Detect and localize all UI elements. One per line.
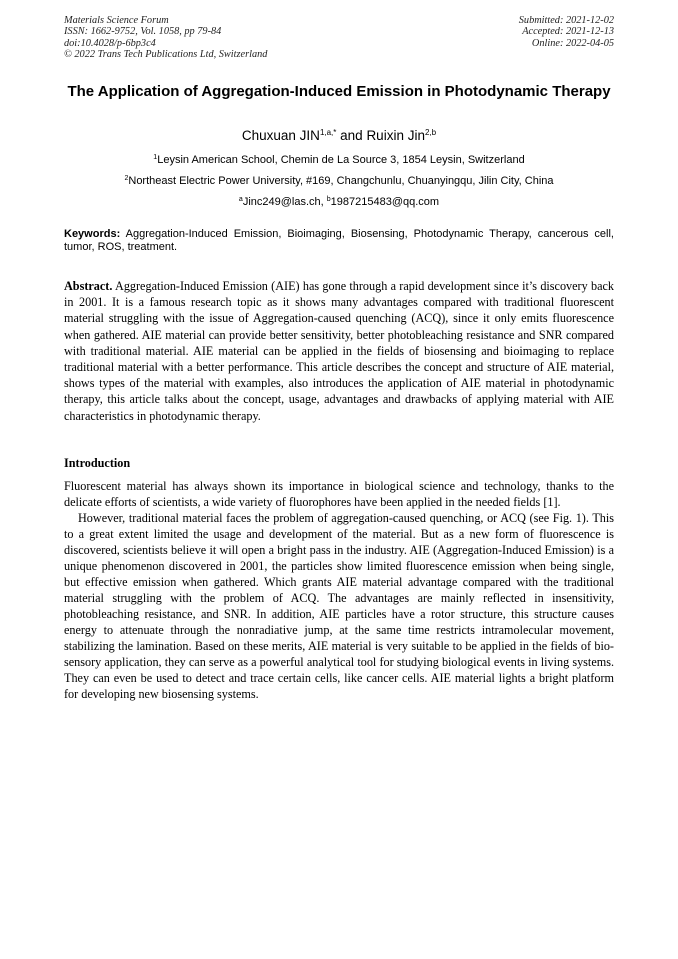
introduction-body [64,478,614,702]
paper-title: The Application of Aggregation-Induced Emission in Photodynamic Therapy [67,83,611,100]
author-1-name: Chuxuan JIN [241,128,320,143]
intro-paragraph-1: Fluorescent material has always shown its importance in biological science and technology, thanks to the delicate efforts of scientists, a wide variety of fluorophores have been applied in the needed fields [1]. [64,479,614,509]
email-b[interactable]: 1987215483@qq.com [330,196,440,208]
intro-paragraph-2: However, traditional material faces the problem of aggregation-caused quenching, or ACQ (see Fig. 1). This to a great extent limited the usage and development of the material. But as a new form of fluorescence is discovered, scientists believe it will open a bright pass in the industry. AIE (Aggregation-Induced Emission) is a unique phenomenon discovered in 2001, the particles show limited fluorescence emission when being single, but effective emission when gathered. Which grants AIE material advantage compared with the traditional material struggling with the problem of ACQ. The advantages are mainly reflected in insensitivity, photobleaching resistance, and SNR. In addition, AIE particles have a rotor structure, this structure causes energy to attenuate through the nonradiative jump, at the same time restricts intramolecular movement, stabilizing the lamination. Based on these merits, AIE material is very suitable to be applied in the fields of bio-sensory application, they can serve as a powerful analytical tool for studying biological events in living systems. They can even be used to detect and trace certain cells, like cancer cells. AIE material lights a bright platform for developing new biosensing systems. [64,511,614,701]
submitted-date: Submitted: 2021-12-02 [518,15,614,26]
email-a-mark: a [238,196,243,203]
copyright: © 2022 Trans Tech Publications Ltd, Switzerland [64,48,268,60]
online-date: Online: 2022-04-05 [531,37,614,49]
introduction-heading: Introduction [64,456,131,470]
affiliation-2-mark: 2 [124,175,129,182]
doi[interactable]: doi:10.4028/p-6bp3c4 [64,37,156,49]
author-2-marks: 2,b [424,128,437,137]
issn-volume: ISSN: 1662-9752, Vol. 1058, pp 79-84 [64,26,222,38]
journal-name: Materials Science Forum [64,15,169,26]
email-a[interactable]: Jinc249@las.ch, [242,196,327,208]
author-line [64,125,614,144]
journal-info [64,15,267,60]
abstract-label: Abstract. [64,279,113,293]
author-connector: and [336,128,367,143]
affiliation-1 [64,151,614,167]
affiliation-2 [64,172,614,188]
keywords-label: Keywords: [64,228,121,240]
publication-dates [519,15,614,49]
affiliation-1-text: Leysin American School, Chemin de La Source 3, 1854 Leysin, Switzerland [157,154,525,166]
affiliation-2-text: Northeast Electric Power University, #169, Changchunlu, Chuanyingqu, Jilin City, China [128,175,554,187]
affiliation-1-mark: 1 [153,154,158,161]
author-1-marks: 1,a,* [319,128,337,137]
author-emails [64,193,614,209]
abstract-block [64,278,614,424]
accepted-date: Accepted: 2021-12-13 [522,26,614,38]
keywords-text: Aggregation-Induced Emission, Bioimaging, Biosensing, Photodynamic Therapy, cancerous cell, tumor, ROS, treatment. [64,228,614,253]
abstract-text: Aggregation-Induced Emission (AIE) has gone through a rapid development since it’s discovery back in 2001. It is a famous research topic as it shows many advantages compared with traditional fluorescent material struggling with the issue of Aggregation-caused quenching (ACQ), since it only emits fluorescence when gathered. AIE material can provide better sensitivity, better photobleaching resistance and SNR compared with traditional material. AIE material can be applied in the fields of biosensing and bioimaging to replace traditional material with a better performance. This article describes the concept and structure of AIE material, shows types of the material with examples, also introduces the application of AIE material in photodynamic therapy, this article talks about the concept, usage, advantages and drawbacks of applying material with AIE characteristics in photodynamic therapy. [64,279,614,423]
email-b-mark: b [326,196,331,203]
keywords-block [64,228,614,254]
author-2-name: Ruixin Jin [366,128,425,143]
